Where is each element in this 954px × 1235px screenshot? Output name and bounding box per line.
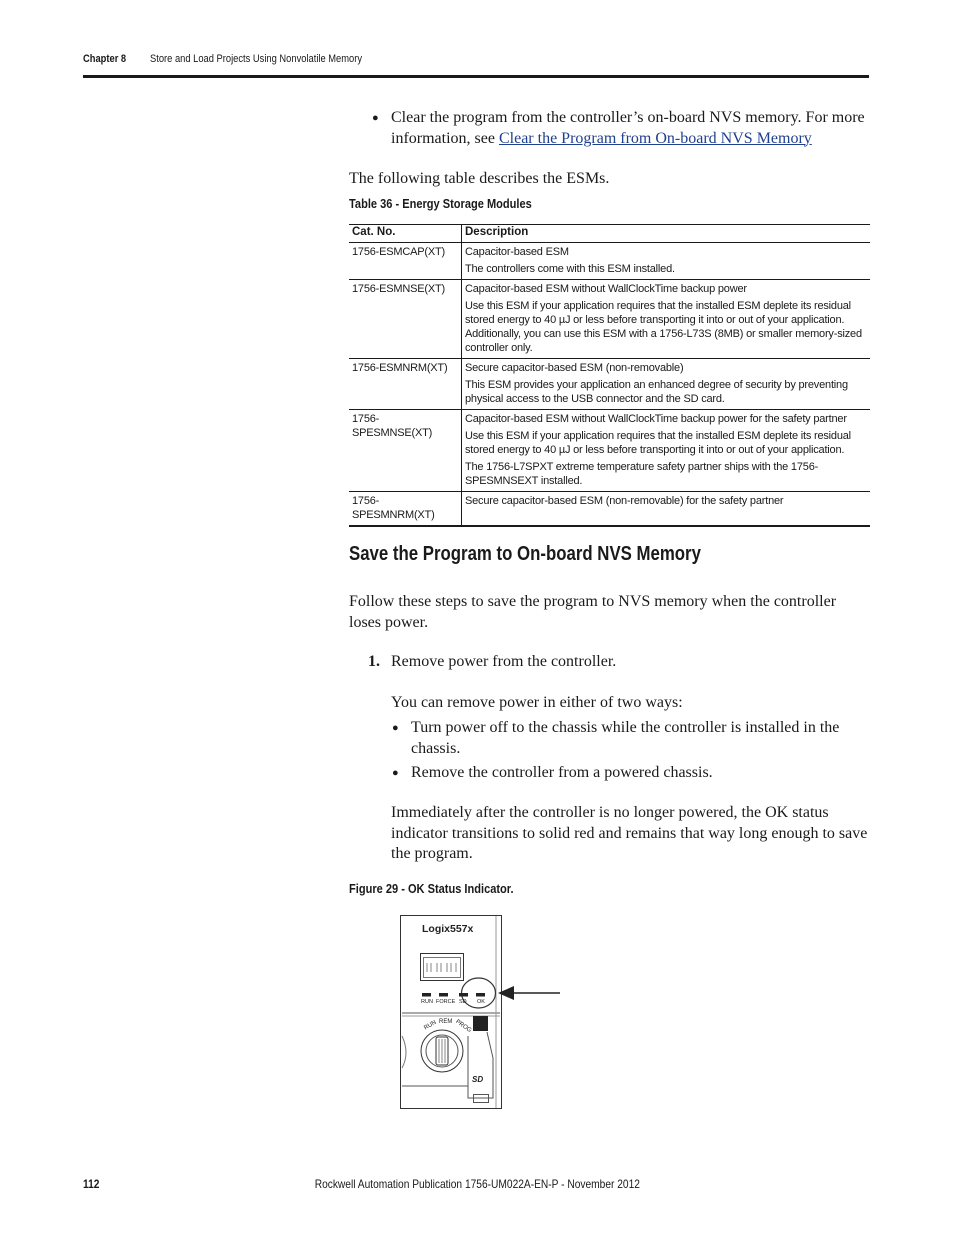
chapter-label: Chapter 8 <box>83 53 127 65</box>
description-paragraph: Secure capacitor-based ESM (non-removable) <box>465 362 684 374</box>
table-caption: Table 36 - Energy Storage Modules <box>349 196 532 211</box>
description-cell <box>462 410 871 492</box>
table-row <box>349 359 870 410</box>
description-paragraph: Use this ESM if your application requires that the installed ESM deplete its residual stored energy to 40 µJ or less before transporting it into or out of your application. <box>465 430 851 456</box>
pointer-arrowhead <box>498 986 514 1000</box>
intro-bullet <box>372 108 871 149</box>
description-paragraph: Capacitor-based ESM without WallClockTime backup power <box>465 283 747 295</box>
run-led <box>422 993 431 997</box>
key-run-label: RUN <box>423 1019 438 1032</box>
description-paragraph: Secure capacitor-based ESM (non-removable) for the safety partner <box>465 495 784 507</box>
header-rule <box>83 75 869 78</box>
way-item-2 <box>392 763 866 784</box>
step-number: 1. <box>368 653 380 670</box>
clear-program-link[interactable]: Clear the Program from On-board NVS Memory <box>498 129 812 147</box>
run-led-label: RUN <box>421 999 433 1005</box>
section-heading: Save the Program to On-board NVS Memory <box>349 543 701 565</box>
cat-no-cell: 1756-ESMNSE(XT) <box>349 280 462 359</box>
description-paragraph: This ESM provides your application an enhanced degree of security by preventing physical access to the USB connector and the SD card. <box>465 379 848 405</box>
after-text: Immediately after the controller is no longer powered, the OK status indicator transitions to solid red and remains that way long enough to save the program. <box>391 804 868 862</box>
table-row <box>349 280 870 359</box>
description-paragraph: Capacitor-based ESM without WallClockTime backup power for the safety partner <box>465 413 847 425</box>
ways-intro: You can remove power in either of two ways: <box>391 694 683 711</box>
description-cell <box>462 359 871 410</box>
publication-text: Rockwell Automation Publication 1756-UM022A-EN-P - November 2012 <box>314 1177 640 1191</box>
section-intro: Follow these steps to save the program to NVS memory when the controller loses power. <box>349 593 837 631</box>
ok-led-label: OK <box>477 999 485 1005</box>
force-led-label: FORCE <box>436 999 456 1005</box>
bullet-marker: ● <box>392 767 399 779</box>
sd-led <box>459 993 468 997</box>
way-item-1 <box>392 718 866 759</box>
description-cell <box>462 280 871 359</box>
chapter-title: Store and Load Projects Using Nonvolatile Memory <box>150 53 363 65</box>
esm-table <box>349 224 870 527</box>
page-number: 112 <box>83 1177 100 1191</box>
ok-led <box>476 993 485 997</box>
description-cell <box>462 243 871 280</box>
device-label: Logix557x <box>422 923 474 935</box>
description-paragraph: Capacitor-based ESM <box>465 246 569 258</box>
cat-no-cell: 1756-ESMNRM(XT) <box>349 359 462 410</box>
cat-no-cell: 1756-SPESMNSE(XT) <box>349 410 462 492</box>
table-intro: The following table describes the ESMs. <box>349 170 610 187</box>
bullet-marker: ● <box>392 722 399 734</box>
col-header-cat: Cat. No. <box>349 225 462 243</box>
cat-no-cell: 1756-SPESMNRM(XT) <box>349 492 462 527</box>
sd-led-label: SD <box>459 999 467 1005</box>
way-text-1: Turn power off to the chassis while the controller is installed in the chassis. <box>411 719 840 757</box>
table-row <box>349 410 870 492</box>
key-rem-label: REM <box>439 1019 453 1025</box>
step-text: Remove power from the controller. <box>391 653 617 670</box>
description-paragraph: The controllers come with this ESM installed. <box>465 263 675 275</box>
sd-logo: SD <box>472 1075 484 1084</box>
way-text-2: Remove the controller from a powered chassis. <box>411 764 713 781</box>
publication-line <box>0 1177 954 1191</box>
controller-body <box>401 916 502 1109</box>
force-led <box>439 993 448 997</box>
description-paragraph: The 1756-L7SPXT extreme temperature safety partner ships with the 1756-SPESMNSEXT installed. <box>465 461 819 487</box>
col-header-desc: Description <box>462 225 871 243</box>
table-row <box>349 243 870 280</box>
table-row <box>349 492 870 527</box>
figure-caption: Figure 29 - OK Status Indicator. <box>349 881 514 896</box>
intro-bullet-text: Clear the program from the controller’s on-board NVS memory. For more information, see <box>391 109 865 147</box>
key-prog-label: PROG <box>454 1018 473 1034</box>
sd-slot-indicator <box>474 1017 488 1031</box>
cat-no-cell: 1756-ESMCAP(XT) <box>349 243 462 280</box>
bullet-marker: ● <box>372 112 379 124</box>
description-paragraph: Use this ESM if your application requires that the installed ESM deplete its residual stored energy to 40 µJ or less before transporting it into or out of your application. Additionally, you can use this ESM with a 1756-L73S (8MB) or smaller memory-sized controller only. <box>465 300 862 354</box>
controller-figure <box>390 908 570 1114</box>
description-cell <box>462 492 871 527</box>
